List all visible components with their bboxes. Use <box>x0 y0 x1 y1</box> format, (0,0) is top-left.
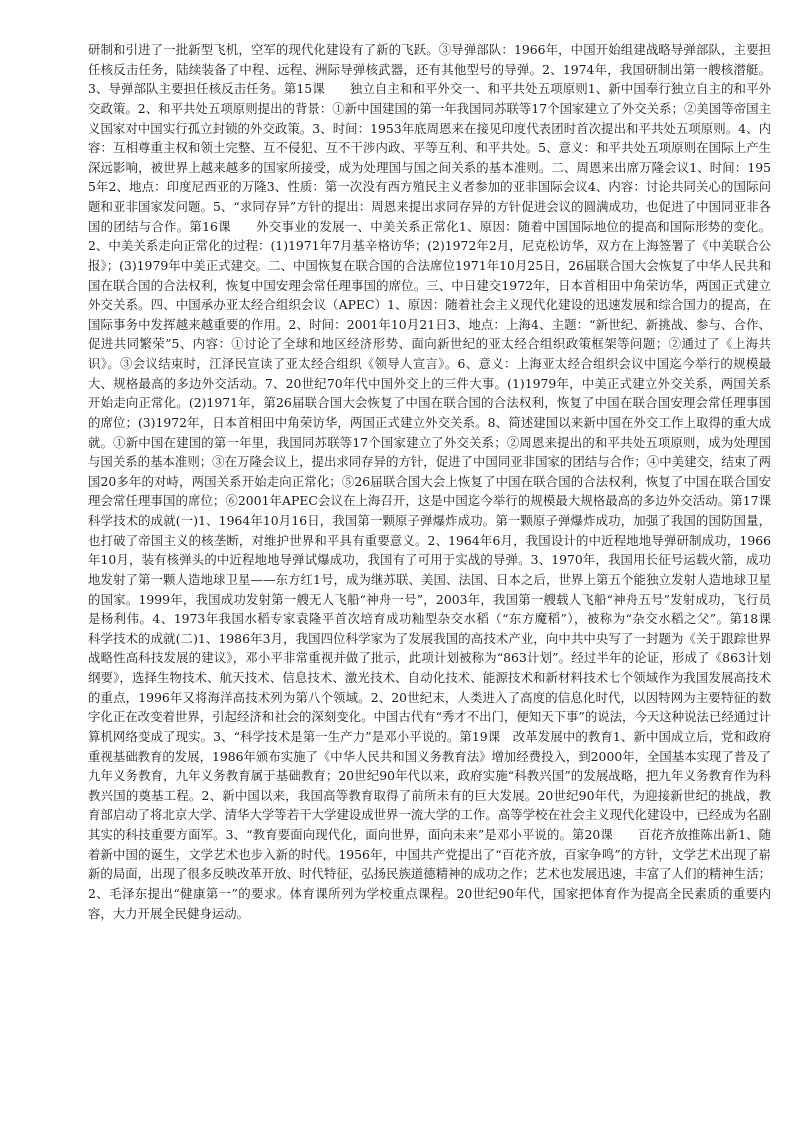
document-body-text: 研制和引进了一批新型飞机，空军的现代化建设有了新的飞跃。③导弹部队：1966年，中国开始组建战略导弹部队，主要担任核反击任务，陆续装备了中程、远程、洲际导弹核武器，还有其他型号的导弹。2、1974年，我国研制出第一艘核潜艇。3、导弹部队主要担任核反击任务。第15课 独立自主和和平外交一、和平共处五项原则1、新中国奉行独立自主的和平外交政策。2、和平共处五项原则提出的背景：①新中国建国的第一年我国同苏联等17个国家建立了外交关系；②美国等帝国主义国家对中国实行孤立封锁的外交政策。3、时间：1953年底周恩来在接见印度代表团时首次提出和平共处五项原则。4、内容：互相尊重主权和领土完整、互不侵犯、互不干涉内政、平等互利、和平共处。5、意义：和平共处五项原则在国际上产生深远影响，被世界上越来越多的国家所接受，成为处理国与国之间关系的基本准则。二、周恩来出席万隆会议1、时间：1955年2、地点：印度尼西亚的万隆3、性质：第一次没有西方殖民主义者参加的亚非国际会议4、内容：讨论共同关心的国际问题和亚非国家发问题。5、“求同存异”方针的提出：周恩来提出求同存异的方针促进会议的圆满成功，也促进了中国同亚非各国的团结与合作。第16课 外交事业的发展一、中美关系正常化1、原因：随着中国国际地位的提高和国际形势的变化。2、中美关系走向正常化的过程：(1)1971年7月基辛格访华；(2)1972年2月，尼克松访华，双方在上海签署了《中美联合公报》；(3)1979年中美正式建交。二、中国恢复在联合国的合法席位1971年10月25日，26届联合国大会恢复了中华人民共和国在联合国的合法权利，恢复中国安理会常任理事国的席位。三、中日建交1972年，日本首相田中角荣访华，两国正式建立外交关系。四、中国承办亚太经合组织会议（APEC）1、原因：随着社会主义现代化建设的迅速发展和综合国力的提高，在国际事务中发挥越来越重要的作用。2、时间：2001年10月21日3、地点：上海4、主题：“新世纪、新挑战、参与、合作、促进共同繁荣”5、内容：①讨论了全球和地区经济形势、面向新世纪的亚太经合组织政策框架等问题；②通过了《上海共识》。③会议结束时，江泽民宣读了亚太经合组织《领导人宣言》。6、意义：上海亚太经合组织会议中国迄今举行的规模最大、规格最高的多边外交活动。7、20世纪70年代中国外交上的三件大事。(1)1979年，中美正式建立外交关系，两国关系开始走向正常化。(2)1971年，第26届联合国大会恢复了中国在联合国的合法权利，恢复了中国在联合国安理会常任理事国的席位；(3)1972年，日本首相田中角荣访华，两国正式建立外交关系。8、简述建国以来新中国在外交工作上取得的重大成就。①新中国在建国的第一年里，我国同苏联等17个国家建立了外交关系；②周恩来提出的和平共处五项原则，成为处理国与国关系的基本准则；③在万隆会议上，提出求同存异的方针，促进了中国同亚非国家的团结与合作；④中美建交，结束了两国20多年的对峙，两国关系开始走向正常化；⑤26届联合国大会上恢复了中国在联合国的合法权利，恢复了中国在联合国安理会常任理事国的席位；⑥2001年APEC会议在上海召开，这是中国迄今举行的规模最大规格最高的多边外交活动。第17课 科学技术的成就(一)1、1964年10月16日，我国第一颗原子弹爆炸成功。第一颗原子弹爆炸成功，加强了我国的国防国量，也打破了帝国主义的核垄断，对维护世界和平具有重要意义。2、1964年6月，我国设计的中近程地地导弹研制成功，1966年10月，装有核弹头的中近程地地导弹试爆成功，我国有了可用于实战的导弹。3、1970年，我国用长征号运载火箭，成功地发射了第一颗人造地球卫星——东方红1号，成为继苏联、美国、法国、日本之后，世界上第五个能独立发射人造地球卫星的国家。1999年，我国成功发射第一艘无人飞船“神舟一号”，2003年，我国第一艘载人飞船“神舟五号”发射成功，飞行员是杨利伟。4、1973年我国水稻专家袁隆平首次培育成功籼型杂交水稻（“东方魔稻”），被称为“杂交水稻之父”。第18课 科学技术的成就(二)1、1986年3月，我国四位科学家为了发展我国的高技术产业，向中共中央写了一封题为《关于跟踪世界战略性高科技发展的建议》，邓小平非常重视并做了批示，此项计划被称为“863计划”。经过半年的论证，形成了《863计划纲要》，选择生物技术、航天技术、信息技术、激光技术、自动化技术、能源技术和新材料技术七个领域作为我国发展高技术的重点，1996年又将海洋高技术列为第八个领域。2、20世纪末，人类进入了高度的信息化时代，以因特网为主要特征的数字化正在改变着世界，引起经济和社会的深刻变化。中国古代有“秀才不出门，便知天下事”的说法，今天这种说法已经通过计算机网络变成了现实。3、“科学技术是第一生产力”是邓小平说的。第19课 改革发展中的教育1、新中国成立后，党和政府重视基础教育的发展，1986年颁布实施了《中华人民共和国义务教育法》增加经费投入，到2000年，全国基本实现了普及了九年义务教育，九年义务教育属于基础教育；20世纪90年代以来，政府实施“科教兴国”的发展战略，把九年义务教育作为科教兴国的奠基工程。2、新中国以来，我国高等教育取得了前所未有的巨大发展。20世纪90年代，为迎接新世纪的挑战，教育部启动了将北京大学、清华大学等若干大学建设成世界一流大学的工作。高等学校在社会主义现代化建设中，已经成为名副其实的科技重要方面军。3、“教育要面向现代化，面向世界，面向未来”是邓小平说的。第20课 百花齐放推陈出新1、随着新中国的诞生，文学艺术也步入新的时代。1956年，中国共产党提出了“百花齐放，百家争鸣”的方针，文学艺术出现了崭新的局面，出现了很多反映改革开放、时代特征，弘扬民族道德精神的成功之作；艺术也发展迅速，丰富了人们的精神生活；2、毛泽东提出“健康第一”的要求。体育课所列为学校重点课程。20世纪90年代，国家把体育作为提高全民素质的重要内容，大力开展全民健身运动。 <box>88 42 796 921</box>
document-page <box>88 40 796 923</box>
